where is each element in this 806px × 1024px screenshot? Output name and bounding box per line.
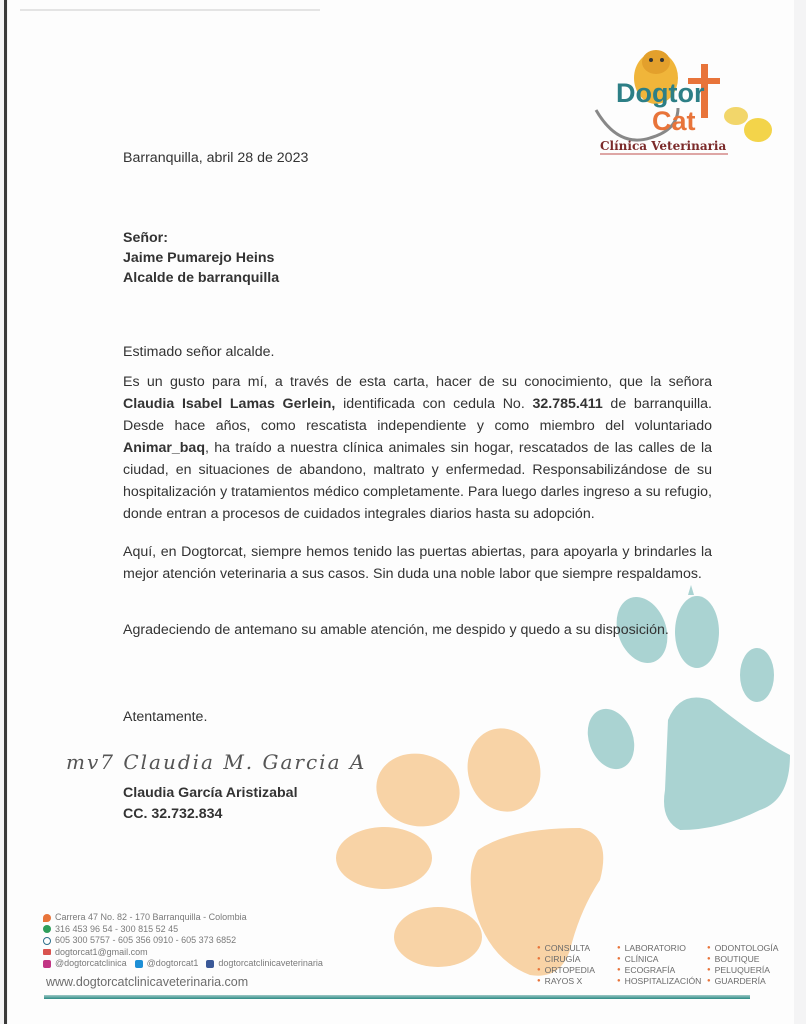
signer-block bbox=[123, 783, 298, 825]
recipient-salutation: Señor: bbox=[123, 230, 168, 246]
p1-text-a: Es un gusto para mí, a través de esta carta, hacer de su conocimiento, que la señora bbox=[123, 374, 712, 390]
p1-text-b: identificada con cedula No. bbox=[335, 396, 533, 412]
instagram-icon bbox=[43, 960, 51, 968]
recipient-block bbox=[123, 228, 279, 288]
footer-facebook: dogtorcatclinicaveterinaria bbox=[218, 958, 323, 968]
p1-text-d: , ha traído a nuestra clínica animales sin hogar, rescatados de las calles de la ciudad, en situaciones de abandono, maltrato y enfermedad. Responsabilizándose de su hospitalización y tratamientos médico completamente. Para luego darles ingreso a su refugio, donde entran a procesos de cuidados integrales diarios hasta su adopción. bbox=[123, 440, 712, 522]
location-pin-icon bbox=[43, 914, 51, 922]
logo-title-line2: Cat bbox=[652, 106, 696, 136]
footer-twitter: @dogtorcat1 bbox=[146, 958, 199, 968]
footer-contact bbox=[43, 912, 323, 970]
twitter-icon bbox=[135, 960, 143, 968]
orange-paw-icon bbox=[336, 720, 603, 976]
body-paragraph-1 bbox=[123, 371, 712, 525]
service-item: ● ORTOPEDIA bbox=[537, 965, 617, 976]
recipient-title: Alcalde de barranquilla bbox=[123, 270, 280, 286]
footer-phones: 605 300 5757 - 605 356 0910 - 605 373 6852 bbox=[55, 935, 237, 945]
body-paragraph-3: Agradeciendo de antemano su amable atención, me despido y quedo a su disposición. bbox=[123, 622, 669, 638]
service-item: ● CIRUGÍA bbox=[537, 954, 617, 965]
signer-id: CC. 32.732.834 bbox=[123, 806, 223, 822]
recipient-name: Jaime Pumarejo Heins bbox=[123, 250, 275, 266]
signer-name: Claudia García Aristizabal bbox=[123, 785, 298, 801]
facebook-icon bbox=[206, 960, 214, 968]
mail-icon bbox=[43, 949, 51, 955]
service-item: ● CLÍNICA bbox=[617, 954, 707, 965]
greeting: Estimado señor alcalde. bbox=[123, 344, 275, 360]
clinic-logo bbox=[578, 38, 788, 158]
logo-subtitle: Clínica Veterinaria bbox=[600, 139, 727, 153]
footer-email: dogtorcat1@gmail.com bbox=[55, 946, 148, 957]
service-item: ● HOSPITALIZACIÓN bbox=[617, 976, 707, 987]
services-list bbox=[537, 943, 797, 987]
service-item: ● GUARDERÍA bbox=[707, 976, 797, 987]
whatsapp-icon bbox=[43, 925, 51, 933]
footer-instagram: @dogtorcatclinica bbox=[55, 958, 127, 968]
service-item: ● ODONTOLOGÍA bbox=[707, 943, 797, 954]
closing: Atentamente. bbox=[123, 709, 208, 725]
footer-website[interactable]: www.dogtorcatclinicaveterinaria.com bbox=[46, 975, 249, 989]
handwritten-signature: mv7 Claudia M. Garcia A bbox=[66, 750, 367, 774]
cat-mascot-icon bbox=[724, 107, 772, 142]
footer-address: Carrera 47 No. 82 - 170 Barranquilla - Colombia bbox=[55, 912, 247, 922]
service-item: ● RAYOS X bbox=[537, 976, 617, 987]
body-paragraph-2: Aquí, en Dogtorcat, siempre hemos tenido las puertas abiertas, para apoyarla y brindarles la mejor atención veterinaria a sus casos. Sin duda una noble labor que siempre respaldamos. bbox=[123, 544, 712, 582]
service-item: ● ECOGRAFÍA bbox=[617, 965, 707, 976]
service-item: ● BOUTIQUE bbox=[707, 954, 797, 965]
letter-date: Barranquilla, abril 28 de 2023 bbox=[123, 150, 309, 166]
service-item: ● CONSULTA bbox=[537, 943, 617, 954]
logo-title-line1: Dogtor bbox=[616, 78, 705, 108]
subject-id: 32.785.411 bbox=[532, 396, 603, 412]
service-item: ● LABORATORIO bbox=[617, 943, 707, 954]
organization-name: Animar_baq bbox=[123, 440, 205, 456]
footer-whatsapp: 316 453 96 54 - 300 815 52 45 bbox=[55, 923, 179, 934]
footer-divider bbox=[44, 995, 750, 999]
p1-text-c: de barranquilla. Desde hace años, como rescatista independiente y como miembro del voluntariado bbox=[123, 396, 713, 434]
subject-name: Claudia Isabel Lamas Gerlein, bbox=[123, 396, 336, 412]
service-item: ● PELUQUERÍA bbox=[707, 965, 797, 976]
phone-icon bbox=[43, 937, 51, 945]
